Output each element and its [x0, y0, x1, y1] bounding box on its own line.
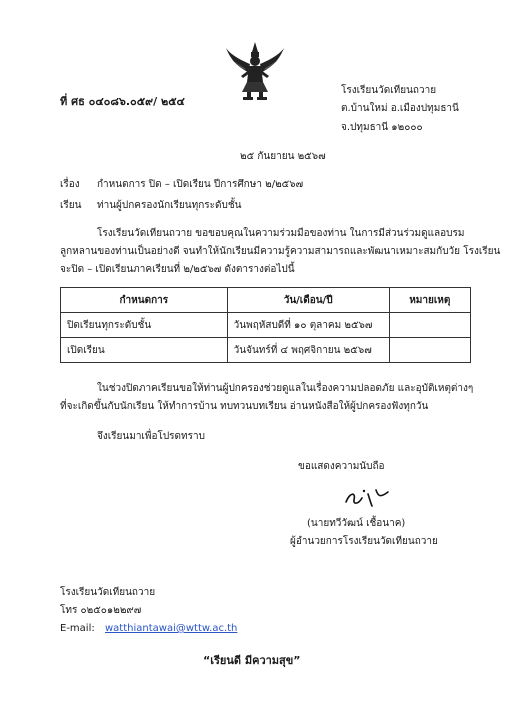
- schedule-table: [60, 287, 471, 363]
- body-paragraph-1-line-2: ลูกหลานของท่านเป็นอย่างดี จนทำให้นักเรียนมีความรู้ความสามารถและพัฒนาเหมาะสมกับวัย โรงเรียน: [60, 246, 501, 257]
- recipient-label: เรียน: [60, 200, 82, 211]
- header-note: หมายเหตุ: [389, 288, 470, 313]
- body-paragraph-2-line-1: ในช่วงปิดภาคเรียนขอให้ท่านผู้ปกครองช่วยดูแลในเรื่องความปลอดภัย และอุบัติเหตุต่างๆ: [97, 383, 474, 394]
- row-note: [389, 338, 470, 363]
- table-header-row: [61, 288, 471, 313]
- subject-label: เรื่อง: [60, 179, 80, 190]
- footer-school-name: โรงเรียนวัดเทียนถวาย: [60, 587, 156, 598]
- body-paragraph-3: จึงเรียนมาเพื่อโปรดทราบ: [97, 431, 205, 442]
- table-row: [61, 313, 471, 338]
- row-note: [389, 313, 470, 338]
- header-date: วัน/เดือน/ปี: [227, 288, 389, 313]
- recipient-text: ท่านผู้ปกครองนักเรียนทุกระดับชั้น: [97, 200, 242, 211]
- body-paragraph-1-line-1: โรงเรียนวัดเทียนถวาย ขอขอบคุณในความร่วมมือของท่าน ในการมีส่วนร่วมดูแลอบรม: [97, 228, 465, 239]
- school-motto: “เรียนดี มีความสุข”: [203, 654, 301, 667]
- footer-email-label: E-mail:: [60, 623, 95, 634]
- signature-image: [340, 484, 400, 512]
- signer-name: (นายทวีวัฒน์ เชื้อนาค): [307, 518, 406, 529]
- school-address-line-2: จ.ปทุมธานี ๑๒๐๐๐: [341, 122, 423, 133]
- footer-email-link[interactable]: watthiantawai@wttw.ac.th: [105, 623, 238, 634]
- letter-date: ๒๕ กันยายน ๒๕๖๗: [240, 151, 326, 162]
- footer-phone: โทร ๐๒๕๐๑๒๒๙๗: [60, 605, 142, 616]
- row-date: วันจันทร์ที่ ๔ พฤศจิกายน ๒๕๖๗: [227, 338, 389, 363]
- school-address-line-1: ต.บ้านใหม่ อ.เมืองปทุมธานี: [341, 103, 459, 114]
- row-event: ปิดเรียนทุกระดับชั้น: [61, 313, 228, 338]
- body-paragraph-2-line-2: ที่จะเกิดขึ้นกับนักเรียน ให้ทำการบ้าน ทบทวนบทเรียน อ่านหนังสือให้ผู้ปกครองฟังทุกวัน: [60, 401, 429, 412]
- body-paragraph-1-line-3: จะปิด – เปิดเรียนภาคเรียนที่ ๒/๒๕๖๗ ดังตารางต่อไปนี้: [60, 264, 295, 275]
- table-row: [61, 338, 471, 363]
- header-event: กำหนดการ: [61, 288, 228, 313]
- subject-text: กำหนดการ ปิด – เปิดเรียน ปีการศึกษา ๒/๒๕๖๗: [97, 179, 304, 190]
- signer-title: ผู้อำนวยการโรงเรียนวัดเทียนถวาย: [290, 536, 438, 547]
- garuda-emblem-icon: [224, 40, 286, 102]
- row-event: เปิดเรียน: [61, 338, 228, 363]
- row-date: วันพฤหัสบดีที่ ๑๐ ตุลาคม ๒๕๖๗: [227, 313, 389, 338]
- reference-number: ที่ ศธ ๐๔๐๘๖.๐๕๙/ ๒๕๔: [60, 95, 185, 108]
- closing-regards: ขอแสดงความนับถือ: [298, 461, 385, 472]
- school-name: โรงเรียนวัดเทียนถวาย: [341, 85, 437, 96]
